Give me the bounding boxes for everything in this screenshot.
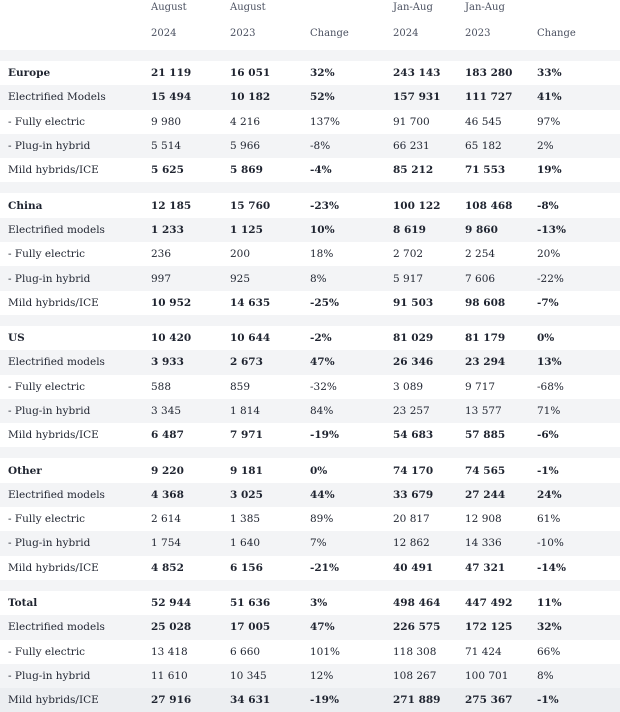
table-cell: 2 673 (221, 350, 301, 374)
table-cell: 41% (528, 85, 620, 109)
table-cell: 13 418 (151, 645, 188, 658)
table-cell: 12 185 (151, 199, 192, 212)
table-cell: 1 754 (142, 531, 221, 555)
row-label: Mild hybrids/ICE (8, 561, 99, 574)
header-row-year (0, 24, 620, 50)
table-cell: 10% (301, 218, 384, 242)
table-cell: 6 660 (230, 645, 261, 658)
gap-cell (301, 447, 384, 458)
table-cell: 89% (310, 513, 334, 526)
header-cell-year: 2023 (230, 28, 256, 39)
table-cell: 19% (537, 164, 562, 177)
table-cell: 10 182 (221, 85, 301, 109)
table-cell: 52% (301, 85, 384, 109)
table-cell: 11 610 (142, 664, 221, 688)
table-cell: 100 701 (456, 664, 528, 688)
header-cell (301, 0, 384, 24)
table-cell: 91 700 (393, 115, 430, 128)
gap-cell (384, 447, 456, 458)
gap-cell (221, 182, 301, 193)
table-cell: 9 980 (151, 115, 182, 128)
mild-hybrid-ice-row (0, 291, 620, 315)
table-cell: 1 640 (221, 531, 301, 555)
table-cell: -22% (528, 266, 620, 290)
gap-cell (301, 182, 384, 193)
header-cell (0, 0, 142, 24)
fully-electric-row (0, 640, 620, 664)
table-cell: 9 181 (230, 464, 263, 477)
table-cell: 10 644 (230, 332, 271, 345)
table-cell: -4% (310, 164, 332, 177)
table-cell: 997 (142, 266, 221, 290)
gap-cell (142, 315, 221, 326)
row-label: Electrified models (0, 218, 142, 242)
table-cell: -8% (537, 199, 559, 212)
gap-cell (456, 315, 528, 326)
table-cell: 111 727 (456, 85, 528, 109)
mild-hybrid-ice-row (0, 158, 620, 182)
header-cell-year: 2023 (465, 28, 491, 39)
table-cell: -21% (310, 561, 339, 574)
table-cell: 32% (310, 67, 335, 80)
table-cell: 20% (537, 248, 561, 261)
table-cell: 5 514 (142, 134, 221, 158)
row-label: - Plug-in hybrid (0, 266, 142, 290)
row-label: Electrified Models (0, 85, 142, 109)
table-cell: 24% (528, 483, 620, 507)
fully-electric-row (0, 110, 620, 134)
gap-cell (528, 315, 620, 326)
section-gap (0, 580, 620, 591)
table-cell: 12 908 (465, 513, 502, 526)
gap-cell (221, 315, 301, 326)
section-gap (0, 182, 620, 193)
gap-cell (0, 315, 142, 326)
table-cell: 57 885 (465, 429, 506, 442)
table-cell: 81 029 (393, 332, 434, 345)
table-cell: 66 231 (384, 134, 456, 158)
plug-in-hybrid-row (0, 531, 620, 555)
table-cell: 2% (528, 134, 620, 158)
table-cell: 11% (537, 597, 562, 610)
header-cell-year: 2024 (393, 28, 419, 39)
row-label: - Plug-in hybrid (0, 531, 142, 555)
table-cell: 1 385 (230, 513, 261, 526)
table-cell: 0% (537, 332, 555, 345)
table-cell: 33% (537, 67, 562, 80)
table-cell: 0% (310, 464, 328, 477)
row-label: Mild hybrids/ICE (8, 429, 99, 442)
mild-hybrid-ice-row (0, 556, 620, 580)
gap-cell (0, 447, 142, 458)
gap-cell (221, 580, 301, 591)
table-cell: 85 212 (393, 164, 434, 177)
table-cell: -19% (310, 429, 339, 442)
table-cell: 2 254 (465, 248, 496, 261)
table-cell: 10 952 (151, 296, 192, 309)
gap-cell (142, 50, 221, 61)
table-cell: 498 464 (393, 597, 441, 610)
table-cell: 15 760 (230, 199, 271, 212)
header-cell (0, 24, 142, 50)
section-gap (0, 447, 620, 458)
mild-hybrid-ice-row (0, 423, 620, 447)
table-cell: 7 606 (456, 266, 528, 290)
table-cell: 14 336 (456, 531, 528, 555)
table-cell: 18% (310, 248, 334, 261)
table-cell: 32% (528, 615, 620, 639)
header-row-period (0, 0, 620, 24)
table-cell: 5 966 (221, 134, 301, 158)
table-cell: -25% (310, 296, 339, 309)
table-cell: 61% (537, 513, 561, 526)
gap-cell (456, 447, 528, 458)
table-cell: 9 860 (456, 218, 528, 242)
table-cell: 9 220 (151, 464, 184, 477)
header-cell-janaug-2024: Jan-Aug (393, 2, 433, 13)
table-cell: 236 (151, 248, 172, 261)
table-cell: 20 817 (393, 513, 430, 526)
table-cell: 101% (310, 645, 341, 658)
table-cell: 108 468 (465, 199, 513, 212)
row-label: - Fully electric (8, 248, 86, 261)
row-label: Electrified models (0, 350, 142, 374)
fully-electric-row (0, 507, 620, 531)
header-cell-august-2024: August (151, 2, 187, 13)
table-cell: 44% (301, 483, 384, 507)
gap-cell (301, 580, 384, 591)
table-cell: 27 916 (142, 688, 221, 712)
region-row (0, 193, 620, 217)
row-label: - Fully electric (8, 380, 86, 393)
row-label: - Plug-in hybrid (0, 664, 142, 688)
gap-cell (384, 50, 456, 61)
table-cell: 7% (301, 531, 384, 555)
row-label: China (8, 199, 43, 212)
table-cell: 23 257 (384, 399, 456, 423)
table-cell: 47% (301, 615, 384, 639)
header-cell-change: Change (310, 28, 349, 39)
table-cell: 6 156 (230, 561, 263, 574)
table-cell: 157 931 (384, 85, 456, 109)
table-cell: 5 625 (151, 164, 184, 177)
table-cell: 74 565 (465, 464, 506, 477)
region-row (0, 458, 620, 482)
row-label: Electrified models (0, 615, 142, 639)
table-cell: 26 346 (384, 350, 456, 374)
region-row (0, 591, 620, 615)
table-cell: 74 170 (393, 464, 434, 477)
table-cell: 100 122 (393, 199, 441, 212)
table-cell: 2 614 (151, 513, 182, 526)
row-label: - Plug-in hybrid (0, 399, 142, 423)
gap-cell (456, 580, 528, 591)
gap-cell (528, 580, 620, 591)
table-cell: 3 089 (393, 380, 424, 393)
gap-cell (142, 182, 221, 193)
table-cell: 243 143 (393, 67, 441, 80)
row-label: US (8, 332, 25, 345)
table-cell: 71% (528, 399, 620, 423)
electrified-row (0, 218, 620, 242)
mild-hybrid-ice-row (0, 688, 620, 712)
table-cell: 3% (310, 597, 328, 610)
table-cell: 4 368 (142, 483, 221, 507)
row-label: Electrified models (0, 483, 142, 507)
table-cell: -32% (310, 380, 337, 393)
header-cell (528, 0, 620, 24)
table-cell: -8% (301, 134, 384, 158)
table-cell: 23 294 (456, 350, 528, 374)
table-cell: 137% (310, 115, 341, 128)
table-cell: 52 944 (151, 597, 192, 610)
table-cell: 71 424 (465, 645, 502, 658)
table-cell: -2% (310, 332, 332, 345)
gap-cell (142, 447, 221, 458)
row-label: Europe (8, 67, 51, 80)
gap-cell (142, 580, 221, 591)
table-cell: 8% (528, 664, 620, 688)
row-label: Mild hybrids/ICE (0, 688, 142, 712)
gap-cell (456, 50, 528, 61)
table-cell: 271 889 (384, 688, 456, 712)
table-cell: -6% (537, 429, 559, 442)
table-cell: 65 182 (456, 134, 528, 158)
header-cell-change: Change (537, 28, 576, 39)
region-row (0, 326, 620, 350)
table-cell: 183 280 (465, 67, 513, 80)
gap-cell (301, 315, 384, 326)
table-cell: 13 577 (456, 399, 528, 423)
electrified-row (0, 85, 620, 109)
table-cell: -68% (537, 380, 564, 393)
row-label: Total (8, 597, 38, 610)
row-label: - Fully electric (8, 115, 86, 128)
table-cell: -1% (528, 688, 620, 712)
table-cell: 40 491 (393, 561, 434, 574)
table-cell: -10% (528, 531, 620, 555)
table-cell: 275 367 (456, 688, 528, 712)
plug-in-hybrid-row (0, 399, 620, 423)
table-cell: 108 267 (384, 664, 456, 688)
electrified-row (0, 615, 620, 639)
table-cell: 3 345 (142, 399, 221, 423)
table-cell: -13% (528, 218, 620, 242)
table-cell: 925 (221, 266, 301, 290)
table-cell: 7 971 (230, 429, 263, 442)
row-label: Mild hybrids/ICE (8, 164, 99, 177)
row-label: - Fully electric (8, 513, 86, 526)
table-cell: 8% (301, 266, 384, 290)
table-cell: 46 545 (465, 115, 502, 128)
table-cell: -23% (310, 199, 339, 212)
table-cell: 2 702 (393, 248, 424, 261)
table-cell: 3 025 (221, 483, 301, 507)
table-cell: 200 (230, 248, 251, 261)
table-cell: 33 679 (384, 483, 456, 507)
table-cell: 5 917 (384, 266, 456, 290)
table-cell: 15 494 (142, 85, 221, 109)
row-label: - Plug-in hybrid (0, 134, 142, 158)
header-cell-janaug-2023: Jan-Aug (465, 2, 505, 13)
table-cell: 47% (301, 350, 384, 374)
electrified-row (0, 350, 620, 374)
table-cell: 447 492 (465, 597, 513, 610)
gap-cell (384, 182, 456, 193)
table-cell: 27 244 (456, 483, 528, 507)
table-cell: 10 420 (151, 332, 192, 345)
table-cell: 98 608 (465, 296, 506, 309)
table-cell: 66% (537, 645, 561, 658)
table-cell: 226 575 (384, 615, 456, 639)
plug-in-hybrid-row (0, 664, 620, 688)
table-cell: 1 125 (221, 218, 301, 242)
row-label: Mild hybrids/ICE (8, 296, 99, 309)
region-row (0, 61, 620, 85)
table-cell: -14% (537, 561, 566, 574)
table-cell: 81 179 (465, 332, 506, 345)
table-cell: 13% (528, 350, 620, 374)
table-cell: 54 683 (393, 429, 434, 442)
table-cell: 118 308 (393, 645, 437, 658)
gap-cell (0, 50, 142, 61)
gap-cell (528, 182, 620, 193)
plug-in-hybrid-row (0, 134, 620, 158)
table-cell: 34 631 (221, 688, 301, 712)
table-cell: 51 636 (230, 597, 271, 610)
section-gap (0, 50, 620, 61)
table-cell: 4 216 (230, 115, 261, 128)
table-cell: 859 (230, 380, 251, 393)
table-cell: 172 125 (456, 615, 528, 639)
table-cell: 21 119 (151, 67, 192, 80)
table-cell: 91 503 (393, 296, 434, 309)
gap-cell (456, 182, 528, 193)
plug-in-hybrid-row (0, 266, 620, 290)
table-cell: 6 487 (151, 429, 184, 442)
table-cell: 12 862 (384, 531, 456, 555)
gap-cell (0, 580, 142, 591)
fully-electric-row (0, 375, 620, 399)
table-cell: 16 051 (230, 67, 271, 80)
table-cell: 8 619 (384, 218, 456, 242)
gap-cell (384, 315, 456, 326)
table-cell: -1% (537, 464, 559, 477)
header-cell-august-2023: August (230, 2, 266, 13)
table-cell: 71 553 (465, 164, 506, 177)
header-cell-year: 2024 (151, 28, 177, 39)
table-cell: 84% (301, 399, 384, 423)
table-cell: 4 852 (151, 561, 184, 574)
gap-cell (221, 50, 301, 61)
table-cell: 588 (151, 380, 172, 393)
table-cell: 12% (301, 664, 384, 688)
table-cell: 3 933 (142, 350, 221, 374)
gap-cell (384, 580, 456, 591)
table-cell: 1 233 (142, 218, 221, 242)
gap-cell (301, 50, 384, 61)
gap-cell (221, 447, 301, 458)
table-cell: 5 869 (230, 164, 263, 177)
table-cell: -19% (301, 688, 384, 712)
table-cell: 9 717 (465, 380, 496, 393)
row-label: - Fully electric (8, 645, 86, 658)
gap-cell (0, 182, 142, 193)
electrified-row (0, 483, 620, 507)
section-gap (0, 315, 620, 326)
table-cell: 1 814 (221, 399, 301, 423)
gap-cell (528, 447, 620, 458)
table-cell: 47 321 (465, 561, 506, 574)
fully-electric-row (0, 242, 620, 266)
table-cell: 10 345 (221, 664, 301, 688)
table-cell: -7% (537, 296, 559, 309)
table-cell: 25 028 (142, 615, 221, 639)
gap-cell (528, 50, 620, 61)
table-cell: 97% (537, 115, 561, 128)
table-cell: 14 635 (230, 296, 271, 309)
row-label: Other (8, 464, 42, 477)
table-cell: 17 005 (221, 615, 301, 639)
